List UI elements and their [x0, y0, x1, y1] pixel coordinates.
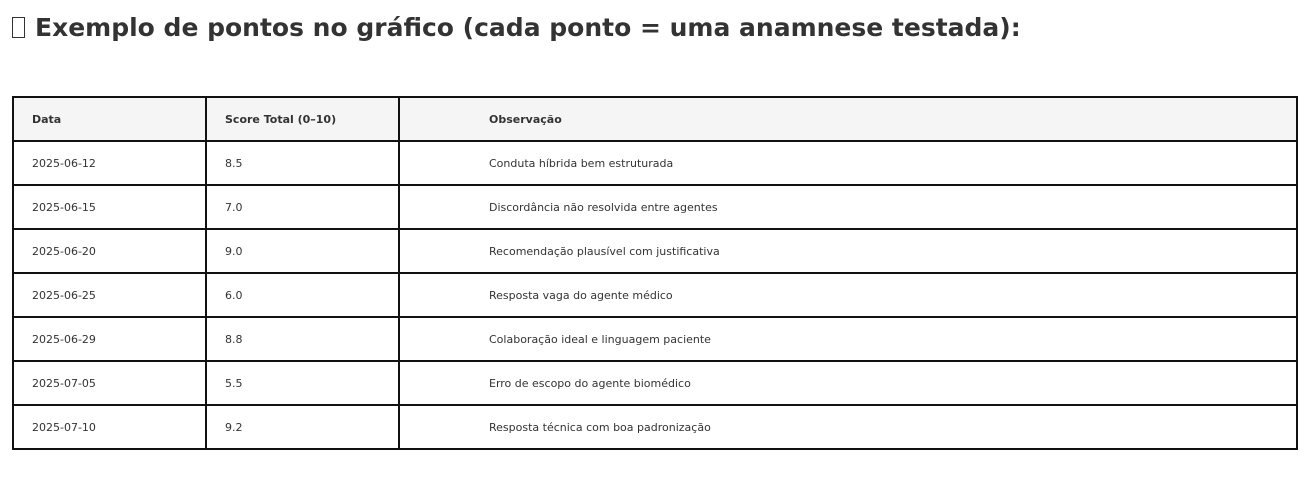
- cell-date: 2025-07-05: [13, 361, 206, 405]
- cell-date: 2025-06-15: [13, 185, 206, 229]
- table-row: [13, 185, 1297, 229]
- cell-observacao: Recomendação plausível com justificativa: [399, 229, 1297, 273]
- cell-score: 5.5: [206, 361, 399, 405]
- table-row: [13, 141, 1297, 185]
- table-row: [13, 405, 1297, 449]
- cell-score: 7.0: [206, 185, 399, 229]
- cell-score: 8.5: [206, 141, 399, 185]
- chart-icon: [12, 17, 25, 38]
- cell-observacao: Colaboração ideal e linguagem paciente: [399, 317, 1297, 361]
- cell-observacao: Resposta vaga do agente médico: [399, 273, 1297, 317]
- cell-observacao: Erro de escopo do agente biomédico: [399, 361, 1297, 405]
- cell-date: 2025-06-12: [13, 141, 206, 185]
- cell-observacao: Discordância não resolvida entre agentes: [399, 185, 1297, 229]
- header-observacao: Observação: [399, 97, 1297, 141]
- cell-date: 2025-06-25: [13, 273, 206, 317]
- header-score: Score Total (0–10): [206, 97, 399, 141]
- cell-score: 6.0: [206, 273, 399, 317]
- cell-observacao: Resposta técnica com boa padronização: [399, 405, 1297, 449]
- table-row: [13, 317, 1297, 361]
- cell-observacao: Conduta híbrida bem estruturada: [399, 141, 1297, 185]
- cell-date: 2025-06-20: [13, 229, 206, 273]
- cell-date: 2025-06-29: [13, 317, 206, 361]
- cell-score: 9.2: [206, 405, 399, 449]
- cell-date: 2025-07-10: [13, 405, 206, 449]
- scores-table: [12, 96, 1298, 450]
- table-row: [13, 361, 1297, 405]
- table-header-row: [13, 97, 1297, 141]
- page-title: [12, 10, 1021, 46]
- cell-score: 9.0: [206, 229, 399, 273]
- table-row: [13, 229, 1297, 273]
- table-row: [13, 273, 1297, 317]
- header-data: Data: [13, 97, 206, 141]
- page-title-text: Exemplo de pontos no gráfico (cada ponto = uma anamnese testada):: [35, 13, 1021, 42]
- cell-score: 8.8: [206, 317, 399, 361]
